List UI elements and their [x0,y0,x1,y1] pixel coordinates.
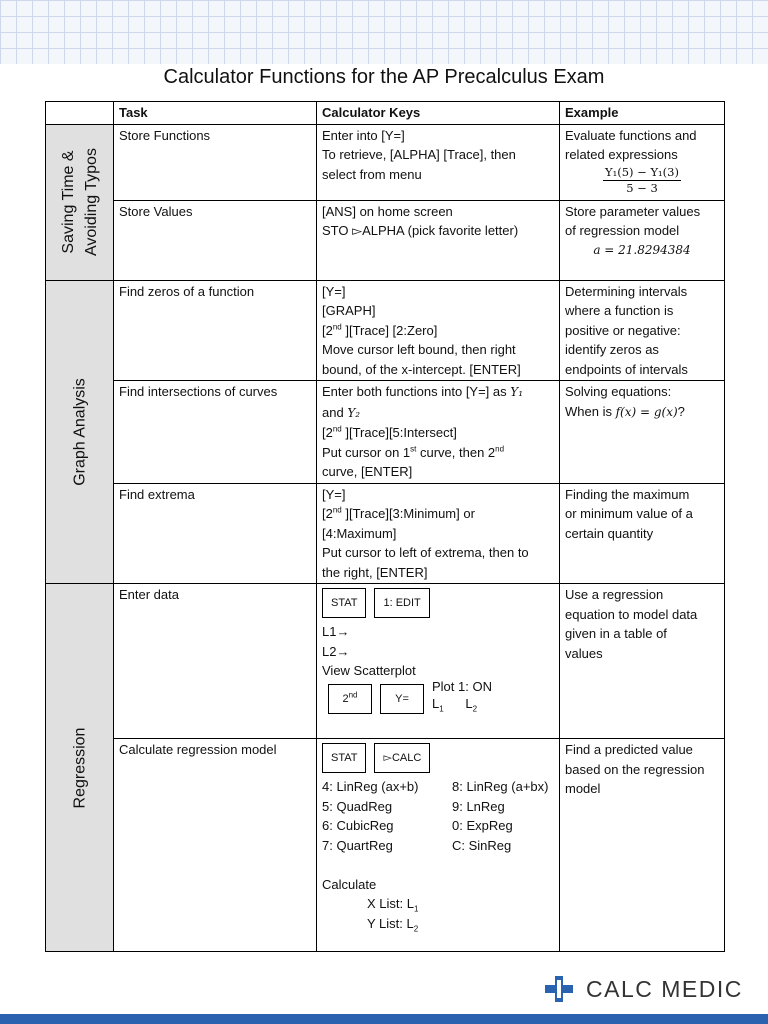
table-row [46,584,725,739]
example-cell: Evaluate functions and related expressions $\frac{\text{Y₁(5) − Y₁(3)}}{5 - 3}$ [560,124,725,200]
header-task: Task [114,102,317,125]
stat-key: STAT [322,743,366,773]
task-cell: Store Functions [114,124,317,200]
header-category [46,102,114,125]
keys-cell: [ANS] on home screen STO ▻ALPHA (pick favorite letter) [317,200,560,280]
fraction-expression: $\frac{\text{Y₁(5) − Y₁(3)}}{5 - 3}$ [605,164,679,195]
calc-medic-logo [542,974,743,1004]
table-row [46,381,725,484]
regression-options: 4: LinReg (ax+b) 5: QuadReg 6: CubicReg 7: QuartReg 8: LinReg (a+bx) 9: LnReg 0: ExpReg C: SinReg [322,779,549,853]
task-cell: Store Values [114,200,317,280]
plot-settings: Plot 1: ON $L_1$ $L_2$ [432,678,492,714]
keys-cell: [Y=] [2nd ][Trace][3:Minimum] or [4:Maximum] Put cursor to left of extrema, then to the right, [ENTER] [317,483,560,584]
keys-cell: STAT 1: EDIT L1→ L2→ View Scatterplot 2nd Y= Plot 1: ON $L_1$ $L_2$ [317,584,560,739]
keys-cell: [Y=] [GRAPH] [2nd ][Trace] [2:Zero] Move cursor left bound, then right bound, of the x-intercept. [ENTER] [317,280,560,381]
table-row [46,280,725,381]
footer-bar [0,1014,768,1024]
table-row [46,200,725,280]
y-equals-key: Y= [380,684,424,714]
category-label: Saving Time & [59,150,77,254]
example-cell: Use a regression equation to model data given in a table of values [560,584,725,739]
category-label: Regression [71,727,88,808]
example-cell: Solving equations: When is f(x) = g(x)? [560,381,725,484]
category-label: Avoiding Typos [82,148,100,256]
task-cell: Calculate regression model [114,739,317,952]
table-row [46,483,725,584]
category-saving-time [46,124,114,280]
category-label: Graph Analysis [71,377,88,486]
parameter-equation: a = 21.8294384 [593,242,691,257]
medical-cross-icon [542,974,576,1004]
stat-key: STAT [322,588,366,618]
calc-key: ▻CALC [374,743,430,773]
task-cell: Find zeros of a function [114,280,317,381]
edit-key: 1: EDIT [374,588,429,618]
example-cell: Determining intervals where a function is positive or negative: identify zeros as endpoints of intervals [560,280,725,381]
keys-cell: Enter both functions into [Y=] as Y₁ and Y₂ [2nd ][Trace][5:Intersect] Put cursor on 1st curve, then 2nd curve, [ENTER] [317,381,560,484]
task-cell: Enter data [114,584,317,739]
graph-paper-header [0,0,768,64]
logo-text: CALC MEDIC [586,975,743,1002]
example-cell: Finding the maximum or minimum value of a certain quantity [560,483,725,584]
task-cell: Find extrema [114,483,317,584]
keys-cell: Enter into [Y=] To retrieve, [ALPHA] [Trace], then select from menu [317,124,560,200]
task-cell: Find intersections of curves [114,381,317,484]
second-key: 2nd [328,684,372,714]
category-graph-analysis [46,280,114,584]
category-regression [46,584,114,952]
header-keys: Calculator Keys [317,102,560,125]
keys-cell: STAT ▻CALC 4: LinReg (ax+b) 5: QuadReg 6: CubicReg 7: QuartReg 8: LinReg (a+bx) 9: LnReg 0: ExpReg C: SinReg Calculate X List: $L_1$ Y List: $L_2$ [317,739,560,952]
page-title: Calculator Functions for the AP Precalculus Exam [163,66,605,88]
example-cell: Find a predicted value based on the regression model [560,739,725,952]
example-cell: Store parameter values of regression model a = 21.8294384 [560,200,725,280]
calculator-functions-table [45,101,725,952]
table-row [46,124,725,200]
table-row [46,739,725,952]
header-example: Example [560,102,725,125]
header-row [46,102,725,125]
